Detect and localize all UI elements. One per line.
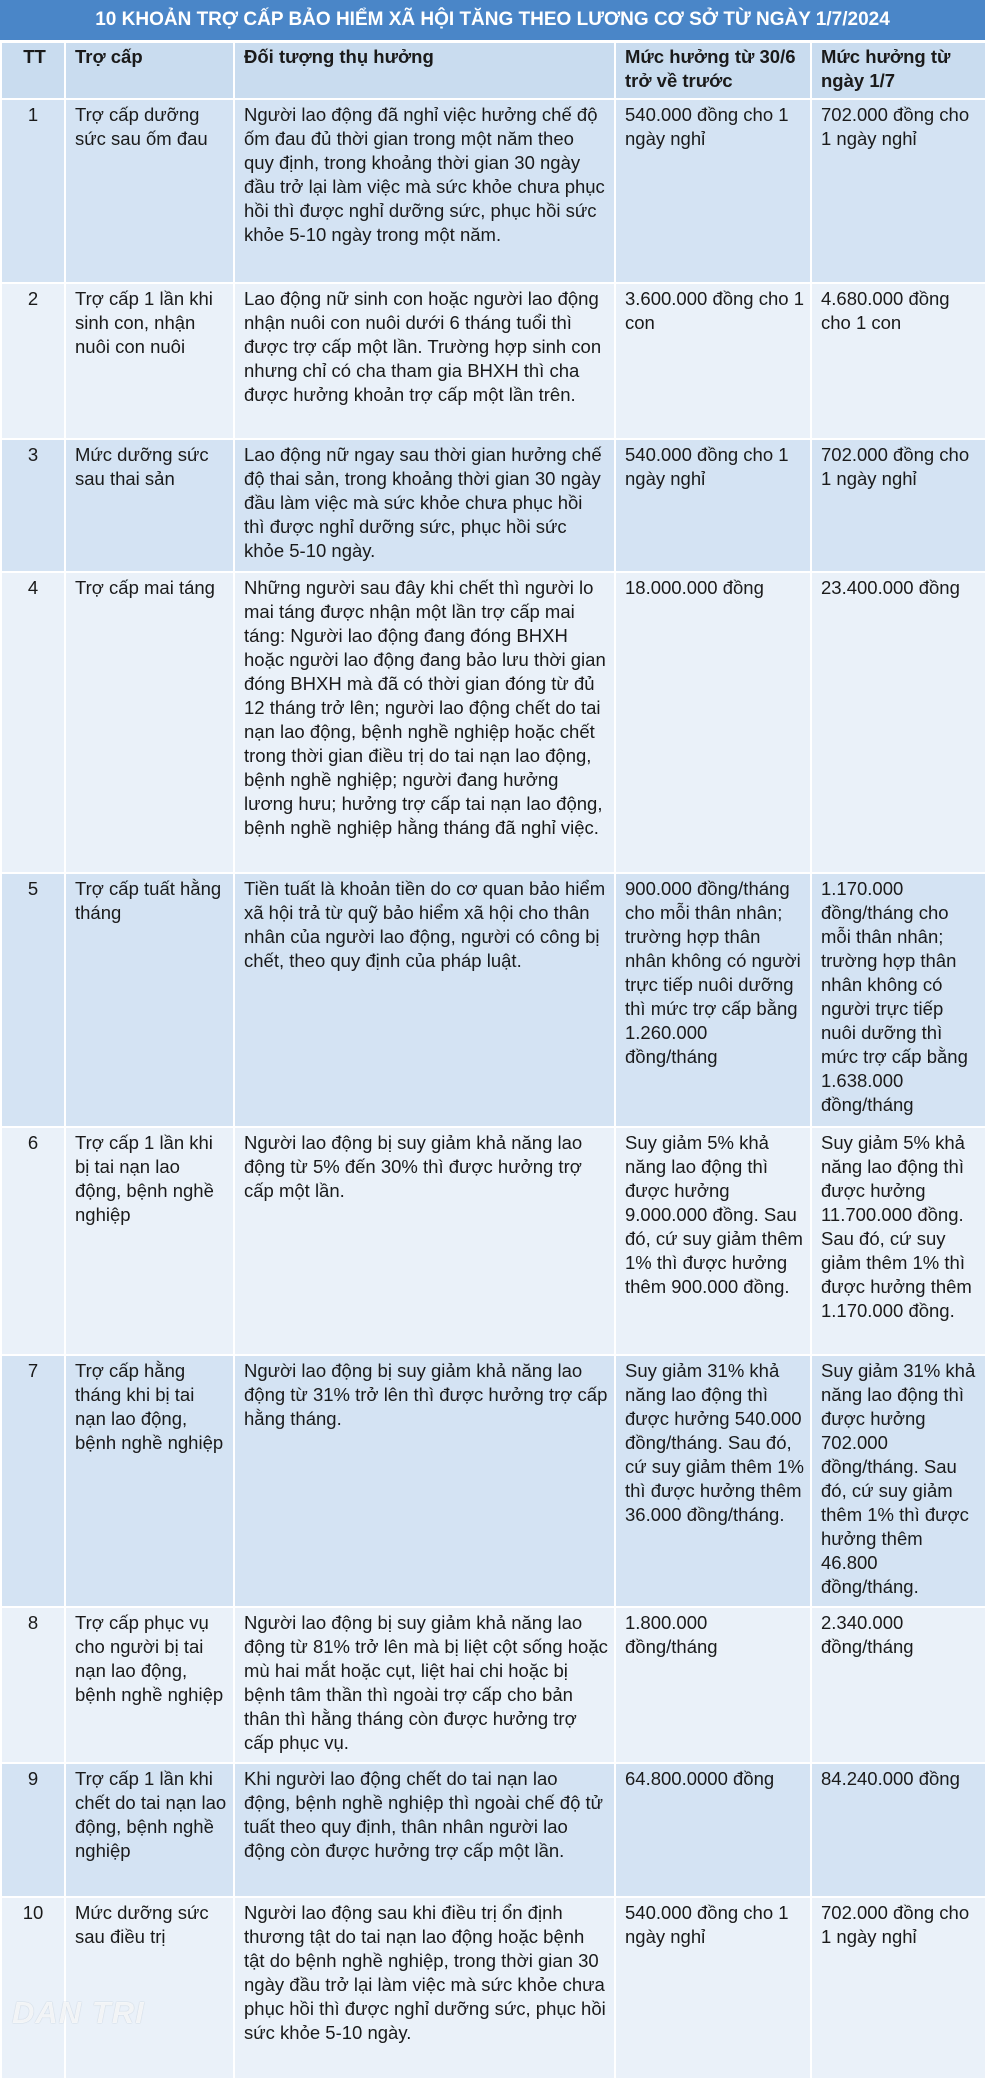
header-tt: TT (1, 42, 65, 99)
cell-tro-cap: Trợ cấp hằng tháng khi bị tai nạn lao động, bệnh nghề nghiệp (65, 1355, 234, 1607)
header-doi-tuong: Đối tượng thụ hưởng (234, 42, 615, 99)
cell-muc-truoc: 64.800.0000 đồng (615, 1763, 811, 1897)
cell-muc-truoc: 1.800.000 đồng/tháng (615, 1607, 811, 1763)
cell-muc-truoc: 3.600.000 đồng cho 1 con (615, 283, 811, 439)
cell-doi-tuong: Người lao động sau khi điều trị ổn định thương tật do tai nạn lao động hoặc bệnh tật do bệnh nghề nghiệp, trong thời gian 30 ngày đầu trở lại làm việc mà sức khỏe chưa phục hồi thì được nghỉ dưỡng sức, phục hồi sức khỏe 5-10 ngày. (234, 1897, 615, 2079)
benefits-table (0, 41, 985, 2080)
header-muc-sau: Mức hưởng từ ngày 1/7 (811, 42, 985, 99)
table-row (1, 873, 985, 1127)
cell-muc-truoc: Suy giảm 31% khả năng lao động thì được hưởng 540.000 đồng/tháng. Sau đó, cứ suy giảm thêm 1% thì được hưởng thêm 36.000 đồng/tháng. (615, 1355, 811, 1607)
cell-tt: 10 (1, 1897, 65, 2079)
cell-doi-tuong: Người lao động bị suy giảm khả năng lao động từ 5% đến 30% thì được hưởng trợ cấp một lần. (234, 1127, 615, 1355)
table-row (1, 1127, 985, 1355)
cell-doi-tuong: Người lao động bị suy giảm khả năng lao động từ 81% trở lên mà bị liệt cột sống hoặc mù hai mắt hoặc cụt, liệt hai chi hoặc bị bệnh tâm thần thì ngoài trợ cấp cho bản thân thì hằng tháng còn được hưởng trợ cấp phục vụ. (234, 1607, 615, 1763)
cell-doi-tuong: Những người sau đây khi chết thì người lo mai táng được nhận một lần trợ cấp mai táng: Người lao động đang đóng BHXH hoặc người lao động đang bảo lưu thời gian đóng BHXH mà đã có thời gian đóng từ đủ 12 tháng trở lên; người lao động chết do tai nạn lao động, bệnh nghề nghiệp hoặc chết trong thời gian điều trị do tai nạn lao động, bệnh nghề nghiệp; người đang hưởng lương hưu; hưởng trợ cấp tai nạn lao động, bệnh nghề nghiệp hằng tháng đã nghỉ việc. (234, 572, 615, 873)
table-row (1, 1763, 985, 1897)
cell-muc-truoc: Suy giảm 5% khả năng lao động thì được hưởng 9.000.000 đồng. Sau đó, cứ suy giảm thêm 1% thì được hưởng thêm 900.000 đồng. (615, 1127, 811, 1355)
cell-tt: 8 (1, 1607, 65, 1763)
cell-muc-sau: 23.400.000 đồng (811, 572, 985, 873)
cell-tt: 3 (1, 439, 65, 572)
cell-muc-truoc: 540.000 đồng cho 1 ngày nghỉ (615, 99, 811, 283)
cell-tro-cap: Trợ cấp 1 lần khi bị tai nạn lao động, bệnh nghề nghiệp (65, 1127, 234, 1355)
cell-tt: 9 (1, 1763, 65, 1897)
cell-tro-cap: Mức dưỡng sức sau điều trị (65, 1897, 234, 2079)
cell-tt: 4 (1, 572, 65, 873)
page-title: 10 KHOẢN TRỢ CẤP BẢO HIỂM XÃ HỘI TĂNG THEO LƯƠNG CƠ SỞ TỪ NGÀY 1/7/2024 (0, 0, 985, 41)
table-header-row (1, 42, 985, 99)
cell-muc-truoc: 540.000 đồng cho 1 ngày nghỉ (615, 439, 811, 572)
cell-doi-tuong: Khi người lao động chết do tai nạn lao động, bệnh nghề nghiệp thì ngoài chế độ tử tuất theo quy định, thân nhân người lao động còn được hưởng trợ cấp một lần. (234, 1763, 615, 1897)
cell-tro-cap: Trợ cấp 1 lần khi sinh con, nhận nuôi con nuôi (65, 283, 234, 439)
cell-doi-tuong: Người lao động đã nghỉ việc hưởng chế độ ốm đau đủ thời gian trong một năm theo quy định, trong khoảng thời gian 30 ngày đầu trở lại làm việc mà sức khỏe chưa phục hồi thì được nghỉ dưỡng sức, phục hồi sức khỏe 5-10 ngày trong một năm. (234, 99, 615, 283)
cell-tro-cap: Trợ cấp phục vụ cho người bị tai nạn lao động, bệnh nghề nghiệp (65, 1607, 234, 1763)
cell-tt: 6 (1, 1127, 65, 1355)
cell-muc-truoc: 900.000 đồng/tháng cho mỗi thân nhân; trường hợp thân nhân không có người trực tiếp nuôi dưỡng thì mức trợ cấp bằng 1.260.000 đồng/tháng (615, 873, 811, 1127)
cell-muc-sau: 84.240.000 đồng (811, 1763, 985, 1897)
cell-muc-sau: 702.000 đồng cho 1 ngày nghỉ (811, 99, 985, 283)
cell-muc-sau: 702.000 đồng cho 1 ngày nghỉ (811, 1897, 985, 2079)
cell-tro-cap: Trợ cấp 1 lần khi chết do tai nạn lao động, bệnh nghề nghiệp (65, 1763, 234, 1897)
cell-tro-cap: Mức dưỡng sức sau thai sản (65, 439, 234, 572)
cell-tt: 1 (1, 99, 65, 283)
cell-tro-cap: Trợ cấp tuất hằng tháng (65, 873, 234, 1127)
header-tro-cap: Trợ cấp (65, 42, 234, 99)
cell-doi-tuong: Lao động nữ sinh con hoặc người lao động nhận nuôi con nuôi dưới 6 tháng tuổi thì được trợ cấp một lần. Trường hợp sinh con nhưng chỉ có cha tham gia BHXH thì cha được hưởng khoản trợ cấp một lần trên. (234, 283, 615, 439)
table-row (1, 439, 985, 572)
cell-muc-sau: 2.340.000 đồng/tháng (811, 1607, 985, 1763)
cell-muc-sau: Suy giảm 31% khả năng lao động thì được hưởng 702.000 đồng/tháng. Sau đó, cứ suy giảm thêm 1% thì được hưởng thêm 46.800 đồng/tháng. (811, 1355, 985, 1607)
cell-doi-tuong: Lao động nữ ngay sau thời gian hưởng chế độ thai sản, trong khoảng thời gian 30 ngày đầu làm việc mà sức khỏe chưa phục hồi thì được nghỉ dưỡng sức, phục hồi sức khỏe 5-10 ngày. (234, 439, 615, 572)
table-row (1, 1607, 985, 1763)
cell-tt: 2 (1, 283, 65, 439)
cell-muc-sau: 4.680.000 đồng cho 1 con (811, 283, 985, 439)
cell-muc-sau: Suy giảm 5% khả năng lao động thì được hưởng 11.700.000 đồng. Sau đó, cứ suy giảm thêm 1% thì được hưởng thêm 1.170.000 đồng. (811, 1127, 985, 1355)
dantri-watermark-logo: DAN TRI (12, 1995, 145, 2030)
table-row (1, 1355, 985, 1607)
cell-muc-truoc: 540.000 đồng cho 1 ngày nghỉ (615, 1897, 811, 2079)
cell-doi-tuong: Tiền tuất là khoản tiền do cơ quan bảo hiểm xã hội trả từ quỹ bảo hiểm xã hội cho thân nhân của người lao động, người có công bị chết, theo quy định của pháp luật. (234, 873, 615, 1127)
table-row (1, 99, 985, 283)
table-row (1, 1897, 985, 2079)
cell-tt: 5 (1, 873, 65, 1127)
cell-tro-cap: Trợ cấp mai táng (65, 572, 234, 873)
cell-muc-sau: 1.170.000 đồng/tháng cho mỗi thân nhân; trường hợp thân nhân không có người trực tiếp nuôi dưỡng thì mức trợ cấp bằng 1.638.000 đồng/tháng (811, 873, 985, 1127)
cell-doi-tuong: Người lao động bị suy giảm khả năng lao động từ 31% trở lên thì được hưởng trợ cấp hằng tháng. (234, 1355, 615, 1607)
cell-tt: 7 (1, 1355, 65, 1607)
cell-tro-cap: Trợ cấp dưỡng sức sau ốm đau (65, 99, 234, 283)
header-muc-truoc: Mức hưởng từ 30/6 trở về trước (615, 42, 811, 99)
table-row (1, 572, 985, 873)
table-row (1, 283, 985, 439)
cell-muc-sau: 702.000 đồng cho 1 ngày nghỉ (811, 439, 985, 572)
cell-muc-truoc: 18.000.000 đồng (615, 572, 811, 873)
